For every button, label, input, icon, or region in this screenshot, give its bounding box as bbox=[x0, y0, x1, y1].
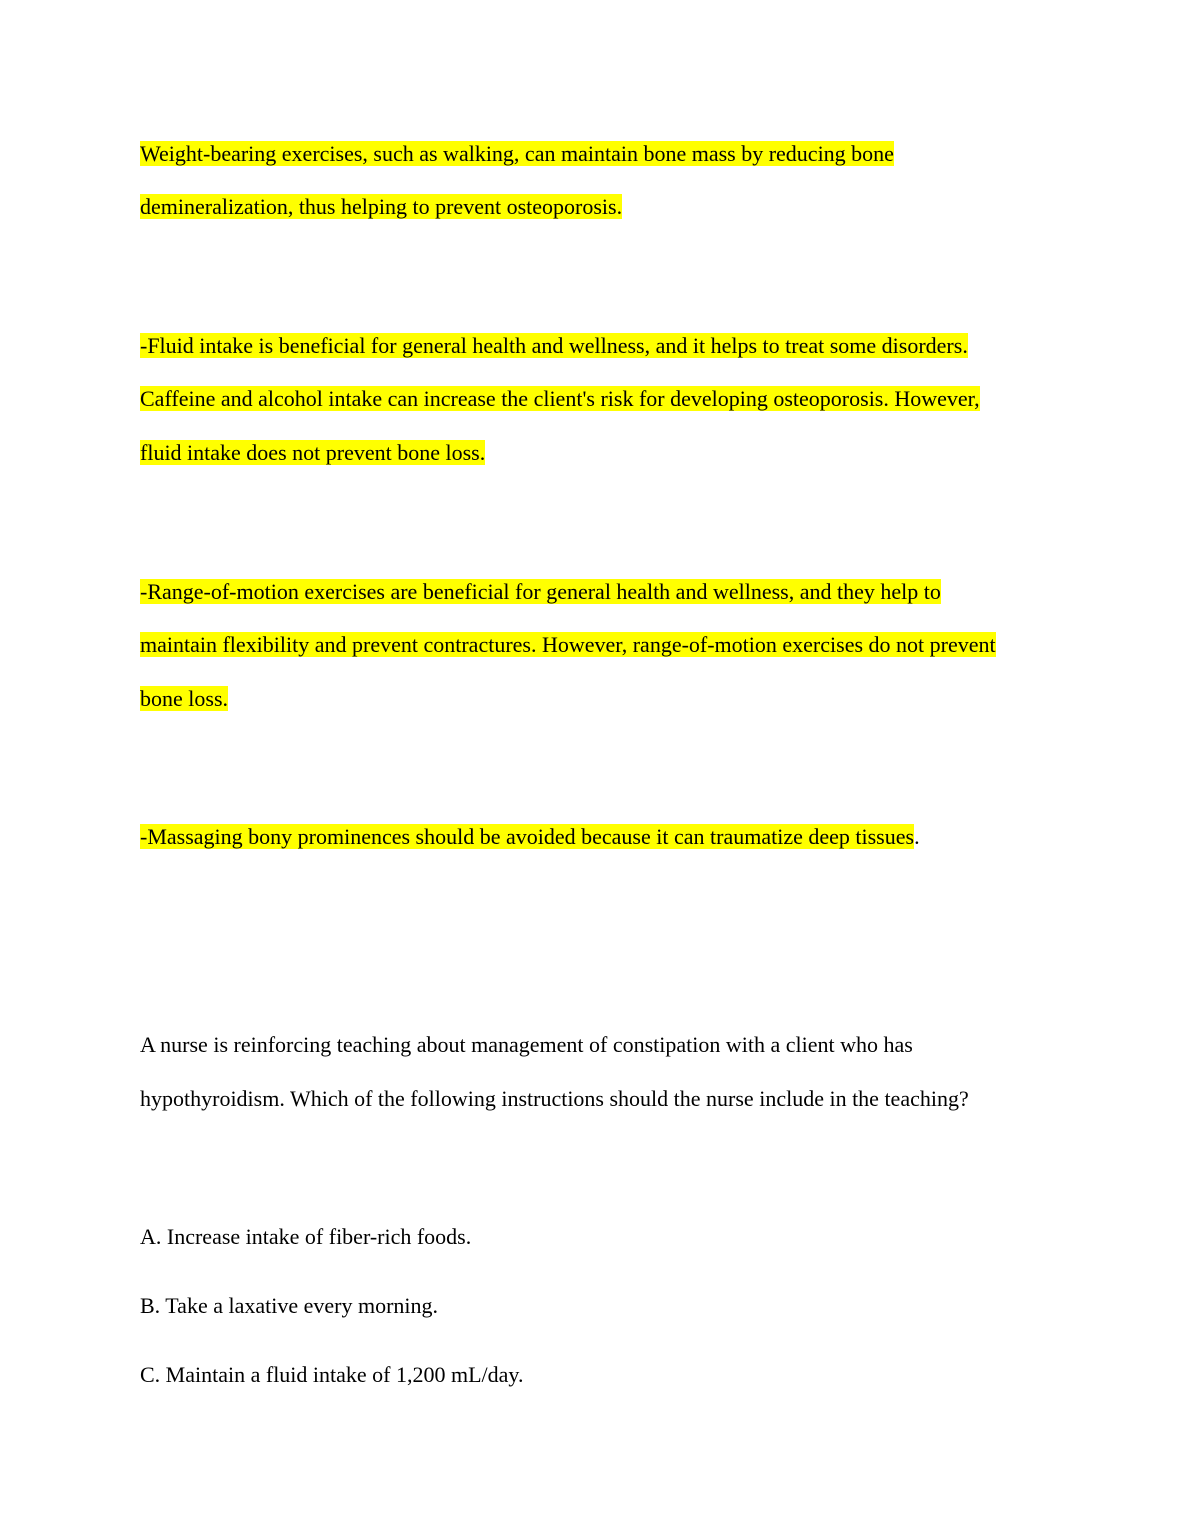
rationale-p3-line-3 bbox=[140, 684, 228, 714]
option-c: C. Maintain a fluid intake of 1,200 mL/day. bbox=[140, 1362, 524, 1387]
rationale-p2-line-2 bbox=[140, 384, 980, 414]
highlighted-text: demineralization, thus helping to prevent osteoporosis. bbox=[140, 194, 623, 219]
highlighted-text: fluid intake does not prevent bone loss. bbox=[140, 440, 486, 465]
question-stem-line-1: A nurse is reinforcing teaching about management of constipation with a client who has bbox=[140, 1032, 913, 1057]
rationale-p3-line-1 bbox=[140, 577, 941, 607]
rationale-p3-line-2 bbox=[140, 630, 996, 660]
highlighted-text: -Massaging bony prominences should be avoided because it can traumatize deep tissues bbox=[140, 824, 915, 849]
rationale-p2-line-1 bbox=[140, 331, 968, 361]
highlighted-text: -Fluid intake is beneficial for general health and wellness, and it helps to treat some disorders. bbox=[140, 333, 968, 358]
option-a: A. Increase intake of fiber-rich foods. bbox=[140, 1224, 472, 1249]
rationale-p4-line-1 bbox=[140, 822, 920, 852]
highlighted-text: -Range-of-motion exercises are beneficial for general health and wellness, and they help to bbox=[140, 579, 941, 604]
highlighted-text: Weight-bearing exercises, such as walking, can maintain bone mass by reducing bone bbox=[140, 141, 894, 166]
highlighted-text: Caffeine and alcohol intake can increase the client's risk for developing osteoporosis. However, bbox=[140, 386, 980, 411]
option-b: B. Take a laxative every morning. bbox=[140, 1293, 439, 1318]
rationale-p1-line-1 bbox=[140, 139, 894, 169]
rationale-p1-line-2 bbox=[140, 192, 622, 222]
highlighted-text: bone loss. bbox=[140, 686, 228, 711]
highlighted-text: maintain flexibility and prevent contractures. However, range-of-motion exercises do not prevent bbox=[140, 632, 996, 657]
question-stem-line-2: hypothyroidism. Which of the following instructions should the nurse include in the teaching? bbox=[140, 1086, 969, 1111]
rationale-p2-line-3 bbox=[140, 438, 485, 468]
trailing-period: . bbox=[914, 824, 920, 849]
